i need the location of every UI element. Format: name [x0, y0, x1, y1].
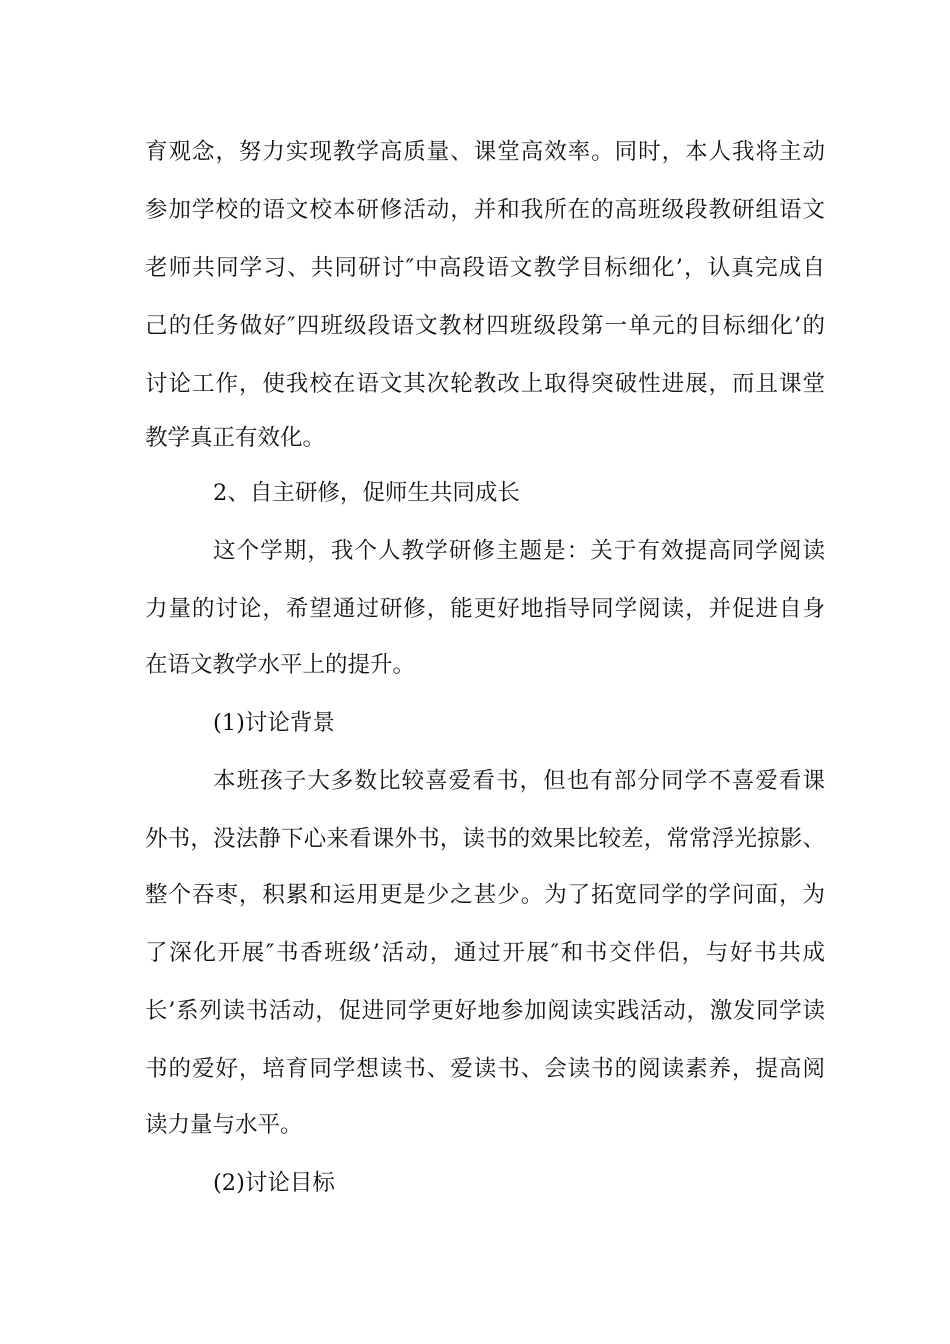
paragraph-line: 力量的讨论，希望通过研修，能更好地指导同学阅读，并促进自身 — [145, 596, 825, 622]
paragraph-line: 书的爱好，培育同学想读书、爱读书、会读书的阅读素养，提高阅 — [145, 1056, 825, 1082]
subsection-heading: (1)讨论背景 — [213, 710, 335, 736]
paragraph-line: 读力量与水平。 — [145, 1112, 303, 1138]
paragraph-line: 本班孩子大多数比较喜爱看书，但也有部分同学不喜爱看课 — [213, 768, 825, 794]
paragraph-line: 这个学期，我个人教学研修主题是：关于有效提高同学阅读 — [213, 538, 825, 564]
paragraph-line: 育观念，努力实现教学高质量、课堂高效率。同时，本人我将主动 — [145, 139, 825, 165]
paragraph-line: 长’系列读书活动，促进同学更好地参加阅读实践活动，激发同学读 — [145, 998, 825, 1024]
paragraph-line: 参加学校的语文校本研修活动，并和我所在的高班级段教研组语文 — [145, 197, 825, 223]
paragraph-line: 整个吞枣，积累和运用更是少之甚少。为了拓宽同学的学问面，为 — [145, 882, 825, 908]
paragraph-line: 讨论工作，使我校在语文其次轮教改上取得突破性进展，而且课堂 — [145, 371, 825, 397]
section-heading: 2、自主研修，促师生共同成长 — [213, 480, 520, 506]
paragraph-line: 老师共同学习、共同研讨″中高段语文教学目标细化’，认真完成自 — [145, 255, 825, 281]
paragraph-line: 了深化开展″书香班级’活动，通过开展″和书交伴侣，与好书共成 — [145, 940, 825, 966]
paragraph-line: 外书，没法静下心来看课外书，读书的效果比较差，常常浮光掠影、 — [145, 826, 825, 852]
paragraph-line: 己的任务做好″四班级段语文教材四班级段第一单元的目标细化’的 — [145, 313, 825, 339]
subsection-heading: (2)讨论目标 — [213, 1170, 335, 1196]
paragraph-line: 教学真正有效化。 — [145, 425, 326, 451]
paragraph-line: 在语文教学水平上的提升。 — [145, 652, 416, 678]
